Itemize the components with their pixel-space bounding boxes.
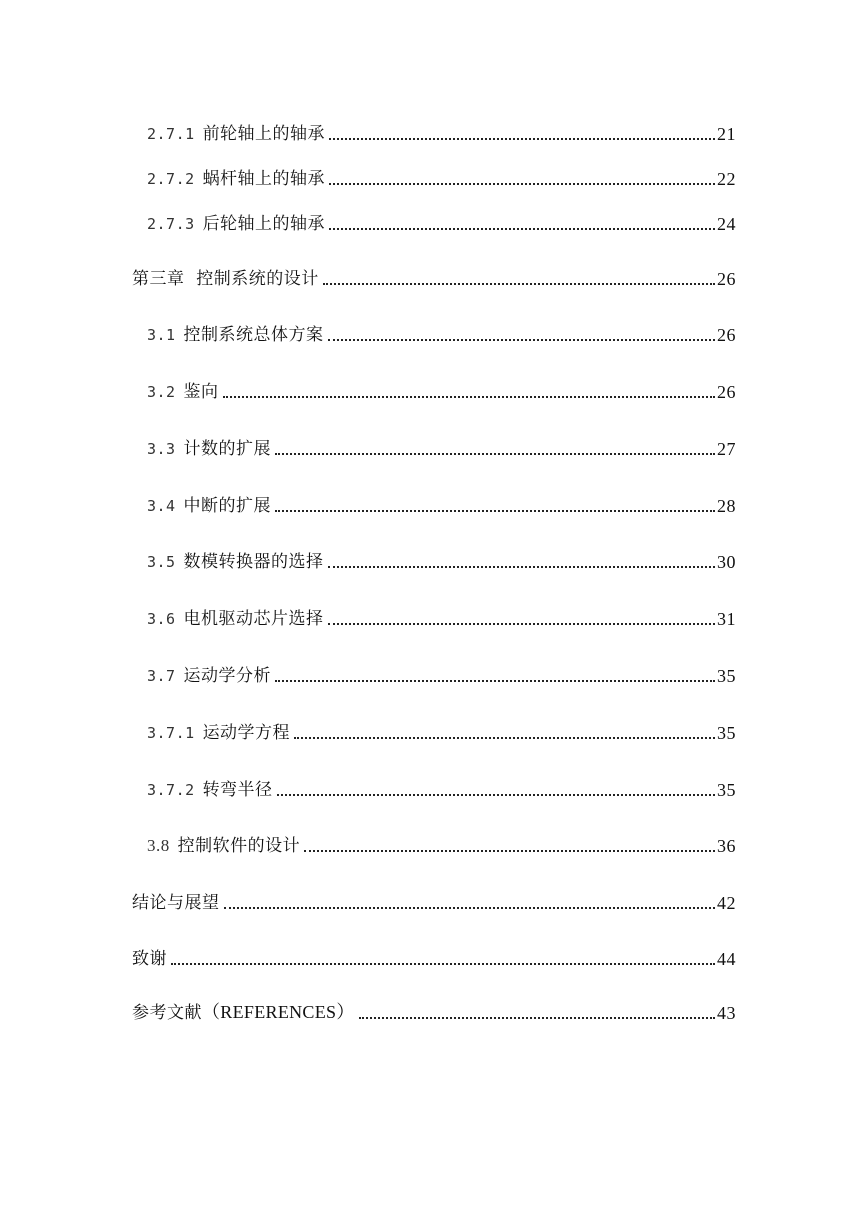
section-title: 运动学分析 (183, 666, 271, 686)
dot-leader (224, 907, 716, 909)
toc-entry-references[interactable] (132, 996, 736, 1024)
dot-leader (323, 283, 715, 285)
section-number: 2.7.2 (147, 170, 195, 188)
dot-leader (329, 228, 715, 230)
dot-leader (328, 566, 716, 568)
toc-entry-3-7[interactable] (147, 659, 736, 687)
toc-entry-label (147, 381, 219, 403)
page-number: 24 (717, 214, 736, 234)
toc-entry-2-7-2[interactable] (147, 162, 736, 190)
toc-entry-label (147, 213, 325, 235)
section-title: 结论与展望 (132, 893, 220, 913)
page-number: 42 (717, 893, 736, 913)
chapter-title: 第三章 控制系统的设计 (132, 269, 319, 289)
dot-leader (277, 794, 715, 796)
toc-entry-label (147, 168, 325, 190)
dot-leader (304, 850, 715, 852)
section-title: 后轮轴上的轴承 (202, 214, 326, 234)
dot-leader (329, 183, 715, 185)
dot-leader (275, 680, 715, 682)
toc-entry-3-4[interactable] (147, 489, 736, 517)
toc-entry-3-6[interactable] (147, 602, 736, 630)
page-number: 26 (717, 269, 736, 289)
toc-entry-2-7-3[interactable] (147, 207, 736, 235)
section-title: 致谢 (132, 949, 167, 969)
page-number: 31 (717, 609, 736, 629)
section-number: 3.1 (147, 326, 176, 344)
section-number: 3.7 (147, 667, 176, 685)
dot-leader (359, 1017, 715, 1019)
dot-leader (171, 963, 715, 965)
toc-entry-label (132, 1001, 355, 1024)
page-number: 35 (717, 666, 736, 686)
dot-leader (275, 510, 715, 512)
section-number: 3.7.2 (147, 781, 195, 799)
toc-entry-label (147, 722, 290, 744)
section-number: 3.6 (147, 610, 176, 628)
toc-entry-chapter-3[interactable] (132, 262, 736, 290)
section-number: 3.8 (147, 836, 170, 855)
dot-leader (328, 623, 716, 625)
section-title: 控制系统总体方案 (183, 325, 324, 345)
page-number: 26 (717, 382, 736, 402)
section-number: 3.7.1 (147, 724, 195, 742)
section-title: 参考文献 (132, 1003, 202, 1023)
dot-leader (329, 138, 715, 140)
toc-entry-3-1[interactable] (147, 318, 736, 346)
section-number: 3.4 (147, 497, 176, 515)
section-title: 控制软件的设计 (177, 836, 301, 856)
section-number: 2.7.3 (147, 215, 195, 233)
page-number: 21 (717, 124, 736, 144)
page-number: 36 (717, 836, 736, 856)
toc-entry-label (147, 495, 271, 517)
toc-entry-3-2[interactable] (147, 375, 736, 403)
toc-entry-3-3[interactable] (147, 432, 736, 460)
page-number: 28 (717, 496, 736, 516)
section-number: 3.2 (147, 383, 176, 401)
toc-entry-3-8[interactable] (147, 829, 736, 857)
section-title: 数模转换器的选择 (183, 552, 324, 572)
toc-entry-3-7-1[interactable] (147, 716, 736, 744)
section-title: 电机驱动芯片选择 (183, 609, 324, 629)
toc-entry-label (147, 123, 325, 145)
toc-entry-label (147, 324, 324, 346)
section-title-latin: （REFERENCES） (202, 1002, 355, 1022)
toc-entry-2-7-1[interactable] (147, 117, 736, 145)
page-number: 27 (717, 439, 736, 459)
section-title: 蜗杆轴上的轴承 (202, 169, 326, 189)
toc-entry-label (147, 665, 271, 687)
section-title: 转弯半径 (202, 780, 273, 800)
page-number: 35 (717, 780, 736, 800)
page-number: 30 (717, 552, 736, 572)
dot-leader (328, 339, 716, 341)
section-title: 计数的扩展 (183, 439, 271, 459)
page-number: 44 (717, 949, 736, 969)
toc-entry-label (147, 779, 273, 801)
page-number: 26 (717, 325, 736, 345)
toc-entry-label (147, 438, 271, 460)
toc-entry-3-5[interactable] (147, 545, 736, 573)
dot-leader (275, 453, 715, 455)
section-title: 运动学方程 (202, 723, 291, 743)
toc-entry-label (147, 835, 300, 857)
toc-entry-label (147, 551, 324, 573)
section-number: 2.7.1 (147, 125, 195, 143)
page-number: 43 (717, 1003, 736, 1023)
section-title: 前轮轴上的轴承 (202, 124, 326, 144)
toc-entry-acknowledgements[interactable] (132, 942, 736, 970)
toc-entry-label (147, 608, 324, 630)
dot-leader (223, 396, 716, 398)
dot-leader (294, 737, 715, 739)
page-number: 22 (717, 169, 736, 189)
toc-entry-conclusion[interactable] (132, 886, 736, 914)
toc-entry-3-7-2[interactable] (147, 773, 736, 801)
section-title: 中断的扩展 (183, 496, 271, 516)
section-number: 3.3 (147, 440, 176, 458)
section-title: 鉴向 (183, 382, 219, 402)
page-number: 35 (717, 723, 736, 743)
section-number: 3.5 (147, 553, 176, 571)
